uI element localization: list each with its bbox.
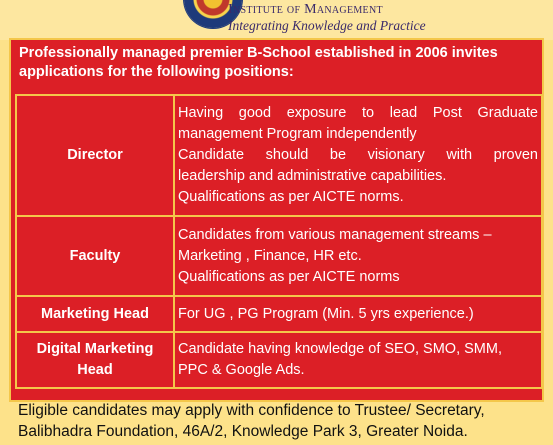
role-digital-marketing-head: Digital Marketing Head bbox=[16, 332, 174, 388]
table-row bbox=[16, 216, 542, 296]
description-line: For UG , PG Program (Min. 5 yrs experience.) bbox=[178, 305, 474, 322]
role-description bbox=[174, 332, 542, 388]
role-faculty: Faculty bbox=[16, 216, 174, 296]
table-row bbox=[16, 296, 542, 332]
table-row bbox=[16, 332, 542, 388]
role-description bbox=[174, 95, 542, 216]
description-line: Qualifications as per AICTE norms bbox=[178, 268, 400, 285]
description-line: Candidate should be visionary with proven bbox=[178, 147, 538, 163]
description-line: Marketing , Finance, HR etc. bbox=[178, 247, 362, 264]
description-line: Candidate having knowledge of SEO, SMO, SMM, bbox=[178, 341, 502, 357]
application-instructions bbox=[18, 400, 553, 442]
description-line: Candidates from various management streams – bbox=[178, 226, 492, 243]
institute-tagline: Integrating Knowledge and Practice bbox=[228, 18, 426, 33]
description-line: PPC & Google Ads. bbox=[178, 362, 305, 378]
description-line: leadership and administrative capabilities. bbox=[178, 168, 447, 184]
role-marketing-head: Marketing Head bbox=[16, 296, 174, 332]
role-description bbox=[174, 216, 542, 296]
institute-name: Institute of Management bbox=[228, 2, 383, 17]
role-director: Director bbox=[16, 95, 174, 216]
description-line: management Program independently bbox=[178, 126, 417, 142]
footer-line: Balibhadra Foundation, 46A/2, Knowledge Park 3, Greater Noida. bbox=[18, 423, 468, 440]
description-line: Having good exposure to lead Post Graduate bbox=[178, 105, 538, 121]
header bbox=[0, 0, 553, 40]
role-description bbox=[174, 296, 542, 332]
footer-line: Eligible candidates may apply with confidence to Trustee/ Secretary, bbox=[18, 402, 485, 419]
positions-table bbox=[15, 94, 543, 389]
description-line: Qualifications as per AICTE norms. bbox=[178, 189, 404, 205]
table-row bbox=[16, 95, 542, 216]
intro-text: Professionally managed premier B-School established in 2006 invites applications for the following positions: bbox=[19, 45, 498, 80]
